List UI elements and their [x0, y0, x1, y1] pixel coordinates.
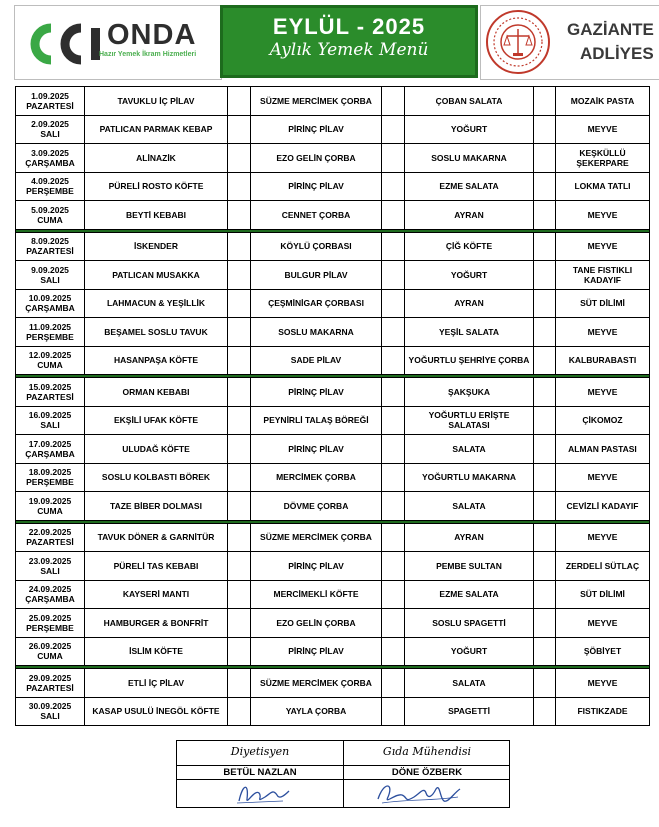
extra-dish-cell: YOĞURT	[405, 637, 534, 666]
date-text: 12.09.2025	[28, 350, 72, 361]
ministry-seal-icon	[485, 9, 551, 75]
main-dish-cell: TAZE BİBER DOLMASI	[85, 492, 228, 521]
dessert-cell: SÜT DİLİMİ	[556, 289, 650, 318]
spacer-cell	[534, 435, 556, 464]
spacer-cell	[534, 346, 556, 375]
dessert-cell: KEŞKÜLLÜ ŞEKERPARE	[556, 144, 650, 173]
spacer-cell	[382, 144, 405, 173]
main-dish-cell: PÜRELİ ROSTO KÖFTE	[85, 172, 228, 201]
side-dish-cell: PİRİNÇ PİLAV	[251, 172, 382, 201]
date-cell	[16, 261, 85, 290]
date-cell	[16, 697, 85, 726]
spacer-cell	[382, 669, 405, 698]
spacer-cell	[382, 552, 405, 581]
side-dish-cell: SOSLU MAKARNA	[251, 318, 382, 347]
date-cell	[16, 492, 85, 521]
date-text: 26.09.2025	[28, 641, 72, 652]
menu-row	[16, 697, 650, 726]
spacer-cell	[382, 318, 405, 347]
spacer-cell	[382, 609, 405, 638]
spacer-cell	[228, 172, 251, 201]
spacer-cell	[382, 523, 405, 552]
signature-name: BETÜL NAZLAN	[177, 765, 343, 780]
weekday-text: PERŞEMBE	[26, 477, 74, 488]
spacer-cell	[382, 289, 405, 318]
weekday-text: SALI	[40, 129, 60, 140]
menu-row	[16, 144, 650, 173]
weekday-text: PERŞEMBE	[26, 186, 74, 197]
spacer-cell	[534, 523, 556, 552]
food-engineer-signature	[344, 741, 510, 807]
institution-name-line1: GAZİANTE	[567, 20, 654, 39]
weekday-text: SALI	[40, 565, 60, 576]
date-cell	[16, 609, 85, 638]
dessert-cell: MEYVE	[556, 523, 650, 552]
spacer-cell	[534, 232, 556, 261]
date-text: 29.09.2025	[28, 672, 72, 683]
side-dish-cell: MERCİMEKLİ KÖFTE	[251, 580, 382, 609]
side-dish-cell: PEYNİRLİ TALAŞ BÖREĞİ	[251, 406, 382, 435]
date-cell	[16, 201, 85, 230]
spacer-cell	[534, 87, 556, 116]
dessert-cell: MEYVE	[556, 232, 650, 261]
date-cell	[16, 637, 85, 666]
extra-dish-cell: SOSLU SPAGETTİ	[405, 609, 534, 638]
date-text: 3.09.2025	[31, 147, 69, 158]
spacer-cell	[228, 697, 251, 726]
weekday-text: CUMA	[37, 214, 63, 225]
spacer-cell	[228, 492, 251, 521]
weekday-text: ÇARŞAMBA	[25, 594, 75, 605]
dessert-cell: MEYVE	[556, 378, 650, 407]
weekday-text: PERŞEMBE	[26, 331, 74, 342]
spacer-cell	[228, 580, 251, 609]
main-dish-cell: KASAP USULÜ İNEGÖL KÖFTE	[85, 697, 228, 726]
signature-role: Diyetisyen	[230, 745, 290, 758]
side-dish-cell: CENNET ÇORBA	[251, 201, 382, 230]
dessert-cell: MEYVE	[556, 609, 650, 638]
side-dish-cell: PİRİNÇ PİLAV	[251, 637, 382, 666]
weekday-text: ÇARŞAMBA	[25, 157, 75, 168]
side-dish-cell: ÇEŞMİNİGAR ÇORBASI	[251, 289, 382, 318]
main-dish-cell: TAVUKLU İÇ PİLAV	[85, 87, 228, 116]
extra-dish-cell: EZME SALATA	[405, 172, 534, 201]
date-text: 30.09.2025	[28, 701, 72, 712]
spacer-cell	[382, 346, 405, 375]
spacer-cell	[382, 172, 405, 201]
date-text: 5.09.2025	[31, 204, 69, 215]
menu-row	[16, 346, 650, 375]
dessert-cell: TANE FISTIKLI KADAYIF	[556, 261, 650, 290]
spacer-cell	[228, 261, 251, 290]
institution-name-line2: ADLİYES	[580, 44, 654, 63]
spacer-cell	[228, 435, 251, 464]
side-dish-cell: EZO GELİN ÇORBA	[251, 609, 382, 638]
dessert-cell: KALBURABASTI	[556, 346, 650, 375]
date-text: 9.09.2025	[31, 264, 69, 275]
spacer-cell	[382, 435, 405, 464]
spacer-cell	[534, 144, 556, 173]
menu-table	[15, 86, 650, 726]
spacer-cell	[534, 406, 556, 435]
weekday-text: PAZARTESİ	[26, 682, 74, 693]
spacer-cell	[382, 261, 405, 290]
dessert-cell: MEYVE	[556, 115, 650, 144]
extra-dish-cell: YOĞURT	[405, 115, 534, 144]
menu-row	[16, 232, 650, 261]
date-text: 25.09.2025	[28, 612, 72, 623]
spacer-cell	[228, 289, 251, 318]
main-dish-cell: HASANPAŞA KÖFTE	[85, 346, 228, 375]
menu-row	[16, 289, 650, 318]
weekday-text: PAZARTESİ	[26, 537, 74, 548]
menu-row	[16, 172, 650, 201]
extra-dish-cell: EZME SALATA	[405, 580, 534, 609]
spacer-cell	[382, 492, 405, 521]
spacer-cell	[382, 115, 405, 144]
extra-dish-cell: ÇOBAN SALATA	[405, 87, 534, 116]
menu-row	[16, 463, 650, 492]
dessert-cell: MEYVE	[556, 201, 650, 230]
date-cell	[16, 232, 85, 261]
date-cell	[16, 406, 85, 435]
logo-tagline: Hazır Yemek İkram Hizmetleri	[99, 51, 197, 58]
side-dish-cell: SÜZME MERCİMEK ÇORBA	[251, 669, 382, 698]
spacer-cell	[534, 463, 556, 492]
spacer-cell	[228, 201, 251, 230]
weekday-text: CUMA	[37, 360, 63, 371]
main-dish-cell: HAMBURGER & BONFRİT	[85, 609, 228, 638]
spacer-cell	[382, 201, 405, 230]
date-text: 19.09.2025	[28, 495, 72, 506]
spacer-cell	[534, 492, 556, 521]
main-dish-cell: BEYTİ KEBABI	[85, 201, 228, 230]
spacer-cell	[228, 346, 251, 375]
dessert-cell: FISTIKZADE	[556, 697, 650, 726]
menu-row	[16, 523, 650, 552]
side-dish-cell: SÜZME MERCİMEK ÇORBA	[251, 87, 382, 116]
menu-row	[16, 435, 650, 464]
dessert-cell: ÇİKOMOZ	[556, 406, 650, 435]
extra-dish-cell: AYRAN	[405, 289, 534, 318]
spacer-cell	[228, 378, 251, 407]
spacer-cell	[382, 232, 405, 261]
spacer-cell	[382, 637, 405, 666]
menu-row	[16, 406, 650, 435]
side-dish-cell: PİRİNÇ PİLAV	[251, 552, 382, 581]
side-dish-cell: SÜZME MERCİMEK ÇORBA	[251, 523, 382, 552]
spacer-cell	[228, 637, 251, 666]
extra-dish-cell: AYRAN	[405, 201, 534, 230]
menu-row	[16, 669, 650, 698]
side-dish-cell: BULGUR PİLAV	[251, 261, 382, 290]
spacer-cell	[382, 87, 405, 116]
menu-row	[16, 609, 650, 638]
signature-role: Gıda Mühendisi	[382, 745, 472, 758]
dessert-cell: MOZAİK PASTA	[556, 87, 650, 116]
spacer-cell	[534, 552, 556, 581]
date-text: 16.09.2025	[28, 410, 72, 421]
extra-dish-cell: YOĞURTLU ERİŞTE SALATASI	[405, 406, 534, 435]
extra-dish-cell: YOĞURTLU ŞEHRİYE ÇORBA	[405, 346, 534, 375]
company-logo	[14, 5, 222, 80]
handwritten-signature-icon	[233, 779, 293, 807]
extra-dish-cell: ÇİĞ KÖFTE	[405, 232, 534, 261]
spacer-cell	[228, 232, 251, 261]
dessert-cell: SÜT DİLİMİ	[556, 580, 650, 609]
main-dish-cell: ALİNAZİK	[85, 144, 228, 173]
dessert-cell: CEVİZLİ KADAYIF	[556, 492, 650, 521]
spacer-cell	[534, 201, 556, 230]
main-dish-cell: ETLİ İÇ PİLAV	[85, 669, 228, 698]
extra-dish-cell: YOĞURTLU MAKARNA	[405, 463, 534, 492]
main-dish-cell: PATLICAN MUSAKKA	[85, 261, 228, 290]
weekday-text: PAZARTESİ	[26, 100, 74, 111]
spacer-cell	[382, 406, 405, 435]
spacer-cell	[382, 697, 405, 726]
date-text: 24.09.2025	[28, 584, 72, 595]
main-dish-cell: İSKENDER	[85, 232, 228, 261]
extra-dish-cell: SALATA	[405, 492, 534, 521]
extra-dish-cell: SALATA	[405, 435, 534, 464]
menu-row	[16, 637, 650, 666]
spacer-cell	[382, 580, 405, 609]
date-cell	[16, 378, 85, 407]
extra-dish-cell: SPAGETTİ	[405, 697, 534, 726]
dessert-cell: MEYVE	[556, 318, 650, 347]
page-title: EYLÜL - 2025	[272, 14, 426, 39]
handwritten-signature-icon	[370, 779, 470, 807]
spacer-cell	[228, 318, 251, 347]
institution-box	[480, 5, 659, 80]
extra-dish-cell: ŞAKŞUKA	[405, 378, 534, 407]
menu-row	[16, 115, 650, 144]
dessert-cell: LOKMA TATLI	[556, 172, 650, 201]
spacer-cell	[534, 261, 556, 290]
weekday-text: ÇARŞAMBA	[25, 448, 75, 459]
menu-row	[16, 318, 650, 347]
spacer-cell	[382, 378, 405, 407]
menu-row	[16, 87, 650, 116]
date-text: 15.09.2025	[28, 381, 72, 392]
weekday-text: CUMA	[37, 651, 63, 662]
main-dish-cell: EKŞİLİ UFAK KÖFTE	[85, 406, 228, 435]
main-dish-cell: ORMAN KEBABI	[85, 378, 228, 407]
main-dish-cell: PATLICAN PARMAK KEBAP	[85, 115, 228, 144]
date-text: 17.09.2025	[28, 438, 72, 449]
date-text: 8.09.2025	[31, 236, 69, 247]
extra-dish-cell: AYRAN	[405, 523, 534, 552]
spacer-cell	[228, 669, 251, 698]
menu-row	[16, 552, 650, 581]
date-cell	[16, 463, 85, 492]
spacer-cell	[228, 406, 251, 435]
spacer-cell	[534, 318, 556, 347]
main-dish-cell: PÜRELİ TAS KEBABI	[85, 552, 228, 581]
menu-row	[16, 201, 650, 230]
spacer-cell	[534, 580, 556, 609]
main-dish-cell: TAVUK DÖNER & GARNİTÜR	[85, 523, 228, 552]
spacer-cell	[228, 523, 251, 552]
dietitian-signature	[177, 741, 344, 807]
spacer-cell	[228, 115, 251, 144]
side-dish-cell: YAYLA ÇORBA	[251, 697, 382, 726]
weekday-text: PERŞEMBE	[26, 622, 74, 633]
page-subtitle: Aylık Yemek Menü	[269, 40, 429, 60]
dessert-cell: ZERDELİ SÜTLAÇ	[556, 552, 650, 581]
main-dish-cell: SOSLU KOLBASTI BÖREK	[85, 463, 228, 492]
main-dish-cell: ULUDAĞ KÖFTE	[85, 435, 228, 464]
date-cell	[16, 144, 85, 173]
weekday-text: PAZARTESİ	[26, 246, 74, 257]
dessert-cell: ŞÖBİYET	[556, 637, 650, 666]
menu-row	[16, 261, 650, 290]
onda-logo-icon	[29, 22, 109, 66]
date-text: 4.09.2025	[31, 176, 69, 187]
date-text: 23.09.2025	[28, 555, 72, 566]
title-banner	[220, 5, 478, 78]
spacer-cell	[534, 669, 556, 698]
side-dish-cell: PİRİNÇ PİLAV	[251, 115, 382, 144]
spacer-cell	[228, 609, 251, 638]
menu-row	[16, 492, 650, 521]
weekday-text: ÇARŞAMBA	[25, 303, 75, 314]
weekday-text: CUMA	[37, 505, 63, 516]
spacer-cell	[534, 697, 556, 726]
extra-dish-cell: SOSLU MAKARNA	[405, 144, 534, 173]
date-cell	[16, 669, 85, 698]
dessert-cell: MEYVE	[556, 463, 650, 492]
spacer-cell	[534, 609, 556, 638]
spacer-cell	[534, 378, 556, 407]
weekday-text: PAZARTESİ	[26, 391, 74, 402]
extra-dish-cell: YOĞURT	[405, 261, 534, 290]
side-dish-cell: DÖVME ÇORBA	[251, 492, 382, 521]
date-cell	[16, 523, 85, 552]
side-dish-cell: MERCİMEK ÇORBA	[251, 463, 382, 492]
side-dish-cell: SADE PİLAV	[251, 346, 382, 375]
dessert-cell: ALMAN PASTASI	[556, 435, 650, 464]
date-cell	[16, 580, 85, 609]
extra-dish-cell: PEMBE SULTAN	[405, 552, 534, 581]
date-cell	[16, 172, 85, 201]
date-cell	[16, 115, 85, 144]
weekday-text: SALI	[40, 711, 60, 722]
date-text: 2.09.2025	[31, 119, 69, 130]
date-cell	[16, 552, 85, 581]
date-text: 22.09.2025	[28, 527, 72, 538]
side-dish-cell: PİRİNÇ PİLAV	[251, 378, 382, 407]
menu-row	[16, 580, 650, 609]
spacer-cell	[228, 463, 251, 492]
date-text: 1.09.2025	[31, 90, 69, 101]
dessert-cell: MEYVE	[556, 669, 650, 698]
main-dish-cell: KAYSERİ MANTI	[85, 580, 228, 609]
spacer-cell	[228, 144, 251, 173]
signature-name: DÖNE ÖZBERK	[344, 765, 510, 780]
date-cell	[16, 346, 85, 375]
signature-box	[176, 740, 510, 808]
spacer-cell	[228, 87, 251, 116]
date-cell	[16, 289, 85, 318]
date-cell	[16, 318, 85, 347]
logo-name: ONDA	[107, 19, 197, 51]
extra-dish-cell: SALATA	[405, 669, 534, 698]
side-dish-cell: EZO GELİN ÇORBA	[251, 144, 382, 173]
date-cell	[16, 435, 85, 464]
header	[14, 5, 659, 81]
date-cell	[16, 87, 85, 116]
date-text: 11.09.2025	[28, 321, 72, 332]
menu-row	[16, 378, 650, 407]
extra-dish-cell: YEŞİL SALATA	[405, 318, 534, 347]
spacer-cell	[382, 463, 405, 492]
spacer-cell	[534, 637, 556, 666]
side-dish-cell: PİRİNÇ PİLAV	[251, 435, 382, 464]
main-dish-cell: BEŞAMEL SOSLU TAVUK	[85, 318, 228, 347]
weekday-text: SALI	[40, 420, 60, 431]
spacer-cell	[534, 115, 556, 144]
date-text: 10.09.2025	[28, 293, 72, 304]
main-dish-cell: İSLİM KÖFTE	[85, 637, 228, 666]
spacer-cell	[534, 172, 556, 201]
spacer-cell	[534, 289, 556, 318]
date-text: 18.09.2025	[28, 467, 72, 478]
spacer-cell	[228, 552, 251, 581]
side-dish-cell: KÖYLÜ ÇORBASI	[251, 232, 382, 261]
main-dish-cell: LAHMACUN & YEŞİLLİK	[85, 289, 228, 318]
weekday-text: SALI	[40, 274, 60, 285]
